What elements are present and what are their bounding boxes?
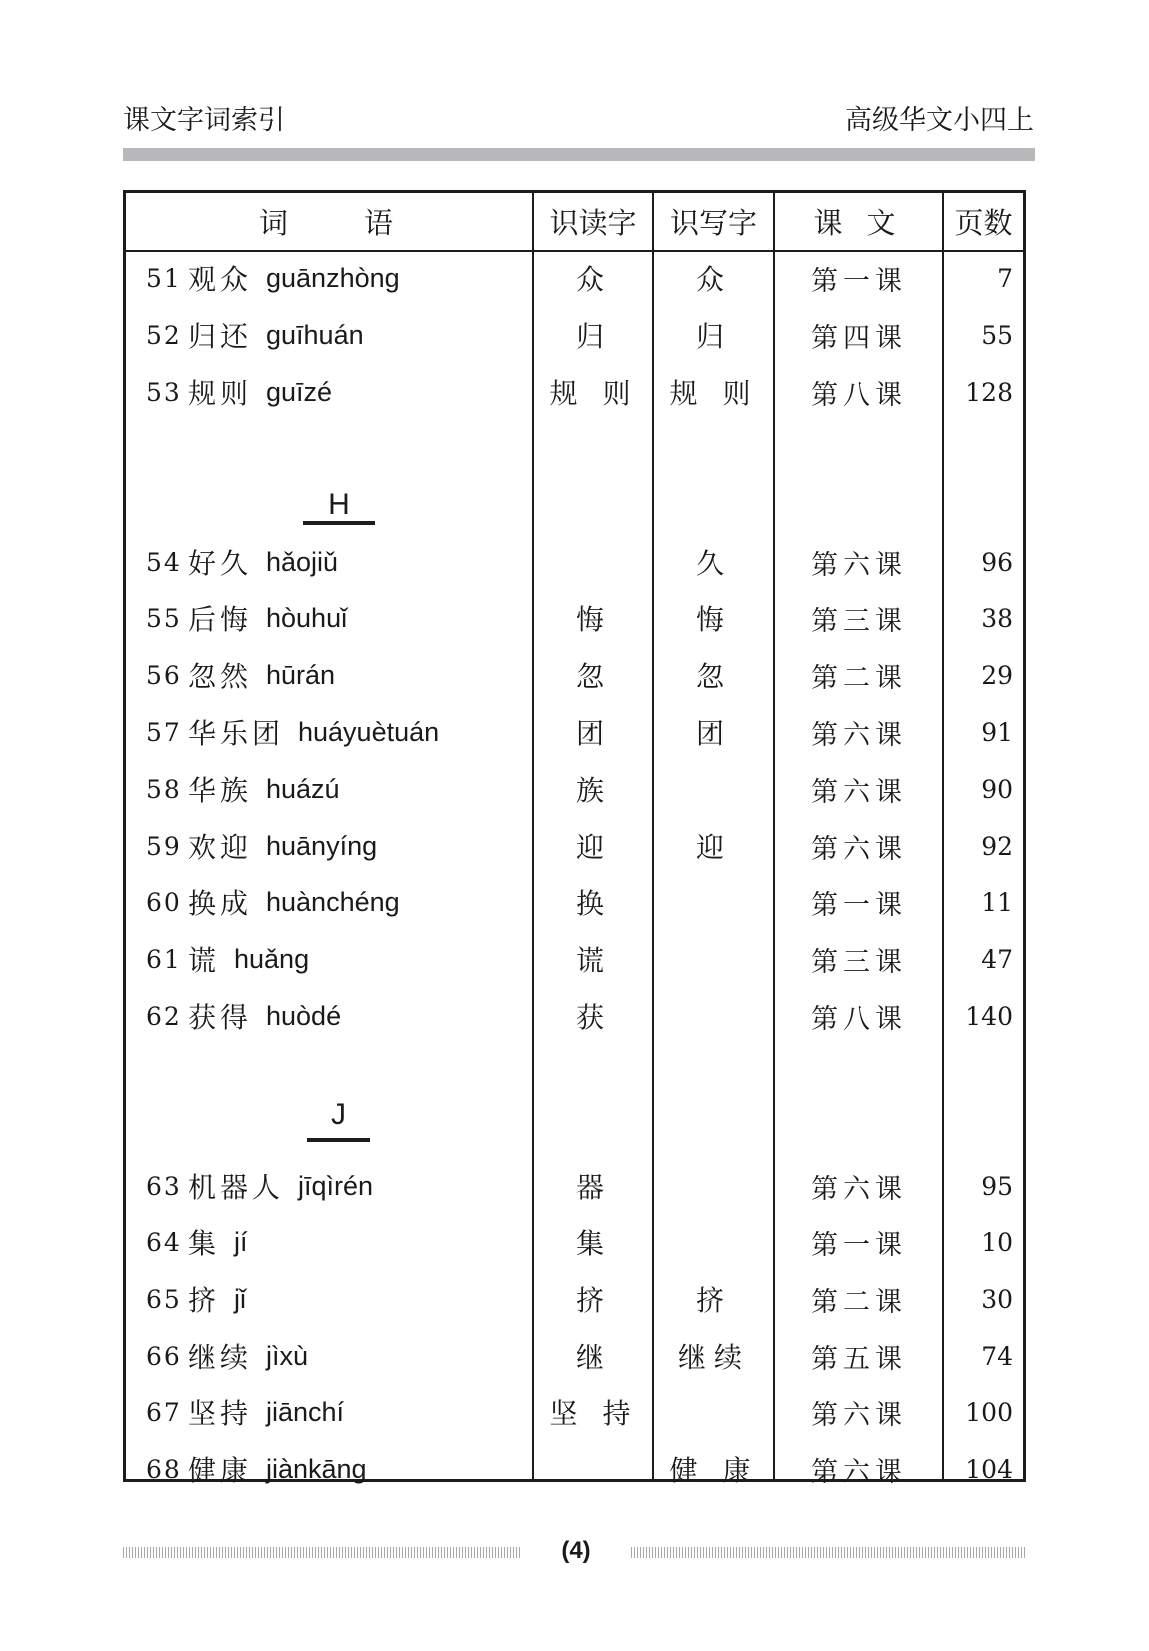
table-row xyxy=(126,769,1023,809)
entry-hanzi: 机器人 xyxy=(188,1171,285,1204)
entry-pinyin: huáyuètuán xyxy=(298,716,440,747)
entry-hanzi: 华族 xyxy=(188,774,253,807)
table-row xyxy=(126,372,1023,412)
read-chars: 团 xyxy=(575,717,612,750)
footer-rule-left xyxy=(123,1547,521,1558)
table-row xyxy=(126,882,1023,922)
entry-hanzi: 挤 xyxy=(188,1284,221,1317)
table-row xyxy=(126,1336,1023,1376)
entry-number: 64 xyxy=(146,1227,182,1257)
page-number-cell: 92 xyxy=(981,831,1013,861)
lesson: 第三课 xyxy=(811,605,907,637)
page-number: (4) xyxy=(561,1537,591,1564)
entry-number: 63 xyxy=(146,1171,182,1201)
entry-pinyin: huānyíng xyxy=(266,830,378,861)
entry-number: 60 xyxy=(146,887,182,917)
lesson: 第一课 xyxy=(811,1229,907,1261)
write-chars: 忽 xyxy=(695,660,732,693)
table-row xyxy=(126,996,1023,1036)
read-chars: 归 xyxy=(575,320,612,353)
page-number-cell: 7 xyxy=(997,263,1013,293)
write-chars xyxy=(655,939,773,979)
read-chars: 悔 xyxy=(575,603,612,636)
table-row xyxy=(126,939,1023,979)
read-chars: 获 xyxy=(575,1001,612,1034)
entry-pinyin: jiānchí xyxy=(266,1396,345,1427)
column-header-read-chars: 识读字 xyxy=(549,208,637,240)
lesson: 第八课 xyxy=(811,1003,907,1035)
table-row xyxy=(126,258,1023,298)
entry-hanzi: 继续 xyxy=(188,1341,253,1374)
entry-pinyin: jí xyxy=(234,1226,248,1257)
lesson: 第六课 xyxy=(811,549,907,581)
table-row xyxy=(126,1449,1023,1489)
table-row xyxy=(126,542,1023,582)
lesson: 第一课 xyxy=(811,889,907,921)
entry-number: 59 xyxy=(146,831,182,861)
read-chars: 继 xyxy=(575,1341,612,1374)
entry-pinyin: huázú xyxy=(266,773,340,804)
entry-number: 51 xyxy=(146,263,182,293)
entry-pinyin: jìxù xyxy=(266,1340,309,1371)
lesson: 第五课 xyxy=(811,1343,907,1375)
entry-number: 53 xyxy=(146,377,182,407)
read-chars xyxy=(535,1449,653,1489)
lesson: 第二课 xyxy=(811,662,907,694)
entry-hanzi: 观众 xyxy=(188,263,253,296)
read-chars: 忽 xyxy=(575,660,612,693)
read-chars xyxy=(535,542,653,582)
page-number-cell: 104 xyxy=(965,1454,1013,1484)
header-divider xyxy=(126,250,1023,252)
read-chars: 迎 xyxy=(575,831,612,864)
entry-number: 68 xyxy=(146,1454,182,1484)
header-rule xyxy=(123,148,1035,161)
entry-hanzi: 集 xyxy=(188,1227,221,1260)
entry-hanzi: 欢迎 xyxy=(188,831,253,864)
entry-pinyin: jīqìrén xyxy=(298,1170,374,1201)
entry-hanzi: 换成 xyxy=(188,887,253,920)
entry-hanzi: 谎 xyxy=(188,944,221,977)
entry-number: 67 xyxy=(146,1397,182,1427)
page-number-cell: 74 xyxy=(981,1341,1013,1371)
read-chars: 坚 持 xyxy=(549,1397,639,1430)
lesson: 第六课 xyxy=(811,833,907,865)
read-chars: 挤 xyxy=(575,1284,612,1317)
entry-pinyin: guīhuán xyxy=(266,319,364,350)
write-chars xyxy=(655,769,773,809)
write-chars: 规 则 xyxy=(669,377,759,410)
letter-heading: J xyxy=(331,1098,346,1131)
footer-rule-right xyxy=(631,1547,1026,1558)
write-chars: 久 xyxy=(695,547,732,580)
entry-number: 55 xyxy=(146,603,182,633)
entry-hanzi: 华乐团 xyxy=(188,717,285,750)
entry-number: 61 xyxy=(146,944,182,974)
entry-pinyin: hòuhuǐ xyxy=(266,602,348,633)
table-row xyxy=(126,1166,1023,1206)
page-number-cell: 55 xyxy=(981,320,1013,350)
entry-number: 52 xyxy=(146,320,182,350)
table-row xyxy=(126,826,1023,866)
read-chars: 器 xyxy=(575,1171,612,1204)
table-row xyxy=(126,1222,1023,1262)
read-chars: 众 xyxy=(575,263,612,296)
entry-number: 57 xyxy=(146,717,182,747)
column-header-write-chars: 识写字 xyxy=(669,208,757,240)
entry-hanzi: 后悔 xyxy=(188,603,253,636)
table-row xyxy=(126,712,1023,752)
page-number-cell: 95 xyxy=(981,1171,1013,1201)
entry-pinyin: guīzé xyxy=(266,376,333,407)
table-row xyxy=(126,1279,1023,1319)
page-number-cell: 91 xyxy=(981,717,1013,747)
word-index-table xyxy=(123,190,1026,1488)
entry-pinyin: jǐ xyxy=(234,1283,246,1314)
write-chars: 健 康 xyxy=(669,1454,759,1487)
write-chars: 悔 xyxy=(695,603,732,636)
entry-hanzi: 坚持 xyxy=(188,1397,253,1430)
book-title: 高级华文小四上 xyxy=(845,105,1034,135)
page-number-cell: 29 xyxy=(981,660,1013,690)
entry-number: 54 xyxy=(146,547,182,577)
lesson: 第三课 xyxy=(811,946,907,978)
entry-number: 65 xyxy=(146,1284,182,1314)
table-row xyxy=(126,315,1023,355)
entry-hanzi: 健康 xyxy=(188,1454,253,1487)
table-row xyxy=(126,655,1023,695)
lesson: 第一课 xyxy=(811,265,907,297)
page-number-cell: 90 xyxy=(981,774,1013,804)
write-chars: 迎 xyxy=(695,831,732,864)
entry-pinyin: huǎng xyxy=(234,943,310,974)
page-number-cell: 38 xyxy=(981,603,1013,633)
write-chars: 归 xyxy=(695,320,732,353)
page-footer xyxy=(123,1538,1026,1564)
write-chars xyxy=(655,1222,773,1262)
read-chars: 族 xyxy=(575,774,612,807)
page-number-cell: 100 xyxy=(965,1397,1013,1427)
table-row xyxy=(126,598,1023,638)
read-chars: 谎 xyxy=(575,944,612,977)
write-chars xyxy=(655,996,773,1036)
letter-underline xyxy=(303,521,375,525)
entry-pinyin: hūrán xyxy=(266,659,336,690)
write-chars: 挤 xyxy=(695,1284,732,1317)
write-chars xyxy=(655,882,773,922)
page-number-cell: 128 xyxy=(965,377,1013,407)
page-number-cell: 30 xyxy=(981,1284,1013,1314)
write-chars: 众 xyxy=(695,263,732,296)
letter-heading: H xyxy=(328,488,350,521)
entry-number: 66 xyxy=(146,1341,182,1371)
entry-pinyin: guānzhòng xyxy=(266,262,400,293)
entry-number: 58 xyxy=(146,774,182,804)
table-row xyxy=(126,1392,1023,1432)
write-chars xyxy=(655,1392,773,1432)
column-header-page: 页数 xyxy=(954,208,1013,240)
page-number-cell: 96 xyxy=(981,547,1013,577)
entry-hanzi: 忽然 xyxy=(188,660,253,693)
lesson: 第六课 xyxy=(811,1456,907,1488)
lesson: 第六课 xyxy=(811,776,907,808)
page-number-cell: 47 xyxy=(981,944,1013,974)
write-chars xyxy=(655,1166,773,1206)
entry-pinyin: huòdé xyxy=(266,1000,342,1031)
entry-pinyin: hǎojiǔ xyxy=(266,546,339,577)
entry-pinyin: jiànkāng xyxy=(266,1453,367,1484)
page-number-cell: 11 xyxy=(981,887,1013,917)
section-title: 课文字词索引 xyxy=(123,105,285,135)
column-header-words: 词 语 xyxy=(258,208,399,240)
entry-number: 56 xyxy=(146,660,182,690)
entry-pinyin: huànchéng xyxy=(266,886,400,917)
write-chars: 团 xyxy=(695,717,732,750)
lesson: 第二课 xyxy=(811,1286,907,1318)
lesson: 第六课 xyxy=(811,1173,907,1205)
letter-underline xyxy=(307,1138,370,1142)
read-chars: 规 则 xyxy=(549,377,639,410)
entry-hanzi: 归还 xyxy=(188,320,253,353)
read-chars: 换 xyxy=(575,887,612,920)
write-chars: 继续 xyxy=(677,1341,750,1374)
column-header-lesson: 课 文 xyxy=(813,208,904,240)
entry-hanzi: 好久 xyxy=(188,547,253,580)
entry-hanzi: 规则 xyxy=(188,377,253,410)
read-chars: 集 xyxy=(575,1227,612,1260)
entry-number: 62 xyxy=(146,1001,182,1031)
lesson: 第八课 xyxy=(811,379,907,411)
lesson: 第六课 xyxy=(811,719,907,751)
entry-hanzi: 获得 xyxy=(188,1001,253,1034)
lesson: 第四课 xyxy=(811,322,907,354)
lesson: 第六课 xyxy=(811,1399,907,1431)
page-number-cell: 140 xyxy=(965,1001,1013,1031)
page-number-cell: 10 xyxy=(981,1227,1013,1257)
